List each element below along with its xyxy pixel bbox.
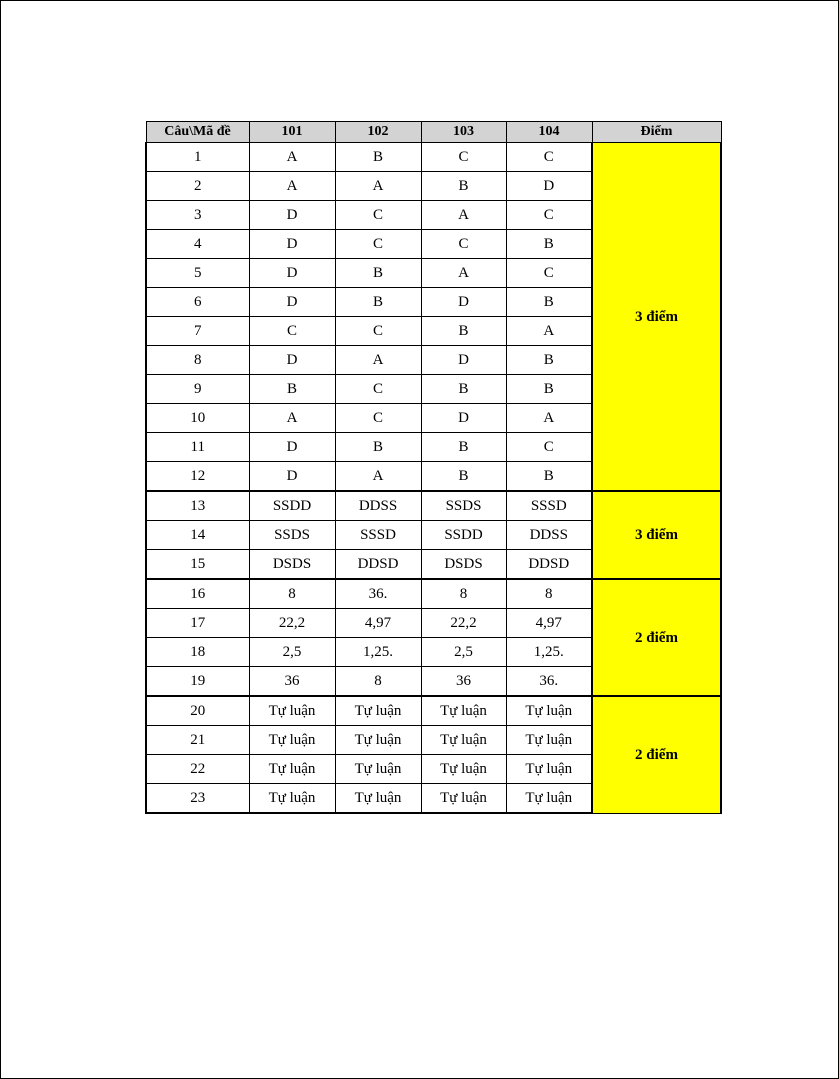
question-number-cell: 6: [146, 288, 249, 317]
answer-cell: C: [506, 143, 592, 172]
answer-cell: DDSS: [335, 491, 421, 521]
answer-cell: SSSD: [506, 491, 592, 521]
question-number-cell: 23: [146, 784, 249, 814]
answer-cell: 8: [335, 667, 421, 697]
answer-cell: C: [506, 259, 592, 288]
table-body: [146, 143, 721, 814]
answer-cell: Tự luận: [249, 696, 335, 726]
question-number-cell: 17: [146, 609, 249, 638]
answer-cell: 36.: [335, 579, 421, 609]
table-row: [146, 696, 721, 726]
answer-cell: D: [421, 346, 506, 375]
score-cell: 3 điểm: [592, 491, 721, 579]
answer-cell: D: [421, 404, 506, 433]
answer-cell: D: [249, 288, 335, 317]
answer-cell: B: [421, 375, 506, 404]
question-number-cell: 7: [146, 317, 249, 346]
answer-cell: D: [421, 288, 506, 317]
answer-cell: 22,2: [249, 609, 335, 638]
answer-cell: Tự luận: [421, 726, 506, 755]
answer-cell: B: [506, 375, 592, 404]
answer-cell: C: [421, 143, 506, 172]
table-row: [146, 491, 721, 521]
header-question-code: Câu\Mã đề: [146, 122, 249, 143]
answer-cell: B: [421, 172, 506, 201]
answer-cell: A: [335, 462, 421, 492]
score-cell: 2 điểm: [592, 696, 721, 813]
table-row: [146, 579, 721, 609]
answer-cell: Tự luận: [506, 696, 592, 726]
answer-cell: Tự luận: [249, 726, 335, 755]
answer-cell: Tự luận: [335, 726, 421, 755]
answer-cell: D: [249, 230, 335, 259]
answer-key-table: [145, 121, 722, 814]
answer-cell: DSDS: [249, 550, 335, 580]
answer-cell: B: [506, 230, 592, 259]
answer-cell: C: [506, 433, 592, 462]
table-header: [146, 122, 721, 143]
question-number-cell: 15: [146, 550, 249, 580]
answer-cell: A: [506, 404, 592, 433]
header-code-101: 101: [249, 122, 335, 143]
answer-cell: B: [335, 143, 421, 172]
answer-cell: B: [421, 433, 506, 462]
answer-cell: DDSD: [335, 550, 421, 580]
answer-cell: C: [335, 201, 421, 230]
answer-cell: C: [335, 317, 421, 346]
question-number-cell: 1: [146, 143, 249, 172]
answer-cell: A: [249, 143, 335, 172]
answer-cell: SSDS: [421, 491, 506, 521]
answer-cell: 8: [506, 579, 592, 609]
question-number-cell: 10: [146, 404, 249, 433]
answer-cell: D: [249, 433, 335, 462]
answer-cell: Tự luận: [421, 755, 506, 784]
answer-cell: C: [506, 201, 592, 230]
question-number-cell: 18: [146, 638, 249, 667]
answer-cell: C: [335, 375, 421, 404]
answer-cell: Tự luận: [506, 726, 592, 755]
answer-cell: 2,5: [421, 638, 506, 667]
answer-cell: A: [506, 317, 592, 346]
answer-cell: SSDS: [249, 521, 335, 550]
question-number-cell: 4: [146, 230, 249, 259]
answer-cell: Tự luận: [249, 784, 335, 814]
answer-cell: D: [506, 172, 592, 201]
question-number-cell: 12: [146, 462, 249, 492]
answer-cell: B: [506, 346, 592, 375]
answer-cell: Tự luận: [335, 784, 421, 814]
answer-cell: 22,2: [421, 609, 506, 638]
answer-cell: D: [249, 346, 335, 375]
header-row: [146, 122, 721, 143]
question-number-cell: 11: [146, 433, 249, 462]
answer-cell: B: [506, 462, 592, 492]
question-number-cell: 13: [146, 491, 249, 521]
table-row: [146, 143, 721, 172]
answer-cell: 2,5: [249, 638, 335, 667]
answer-cell: B: [249, 375, 335, 404]
answer-cell: A: [249, 404, 335, 433]
answer-cell: B: [335, 288, 421, 317]
answer-cell: 36: [249, 667, 335, 697]
answer-cell: C: [421, 230, 506, 259]
question-number-cell: 14: [146, 521, 249, 550]
answer-cell: D: [249, 201, 335, 230]
question-number-cell: 21: [146, 726, 249, 755]
answer-cell: SSDD: [249, 491, 335, 521]
header-code-102: 102: [335, 122, 421, 143]
answer-cell: 8: [249, 579, 335, 609]
question-number-cell: 19: [146, 667, 249, 697]
score-cell: 3 điểm: [592, 143, 721, 492]
answer-cell: 4,97: [335, 609, 421, 638]
answer-cell: A: [421, 259, 506, 288]
answer-cell: Tự luận: [421, 784, 506, 814]
score-cell: 2 điểm: [592, 579, 721, 696]
answer-cell: Tự luận: [506, 784, 592, 814]
answer-cell: 1,25.: [335, 638, 421, 667]
answer-cell: SSDD: [421, 521, 506, 550]
answer-cell: DDSS: [506, 521, 592, 550]
question-number-cell: 22: [146, 755, 249, 784]
question-number-cell: 2: [146, 172, 249, 201]
answer-cell: C: [249, 317, 335, 346]
answer-cell: Tự luận: [335, 755, 421, 784]
answer-cell: C: [335, 404, 421, 433]
answer-cell: DDSD: [506, 550, 592, 580]
answer-cell: Tự luận: [421, 696, 506, 726]
answer-cell: B: [421, 462, 506, 492]
answer-cell: Tự luận: [249, 755, 335, 784]
answer-cell: D: [249, 462, 335, 492]
answer-cell: 4,97: [506, 609, 592, 638]
answer-cell: B: [506, 288, 592, 317]
answer-cell: 8: [421, 579, 506, 609]
answer-cell: B: [421, 317, 506, 346]
answer-cell: A: [335, 172, 421, 201]
answer-cell: SSSD: [335, 521, 421, 550]
header-code-104: 104: [506, 122, 592, 143]
answer-cell: A: [249, 172, 335, 201]
answer-cell: 1,25.: [506, 638, 592, 667]
question-number-cell: 5: [146, 259, 249, 288]
answer-cell: Tự luận: [335, 696, 421, 726]
answer-cell: Tự luận: [506, 755, 592, 784]
answer-cell: A: [335, 346, 421, 375]
question-number-cell: 16: [146, 579, 249, 609]
header-score: Điểm: [592, 122, 721, 143]
answer-cell: A: [421, 201, 506, 230]
question-number-cell: 9: [146, 375, 249, 404]
answer-cell: 36.: [506, 667, 592, 697]
answer-cell: C: [335, 230, 421, 259]
answer-cell: 36: [421, 667, 506, 697]
answer-cell: DSDS: [421, 550, 506, 580]
question-number-cell: 20: [146, 696, 249, 726]
header-code-103: 103: [421, 122, 506, 143]
answer-cell: B: [335, 433, 421, 462]
answer-cell: B: [335, 259, 421, 288]
question-number-cell: 8: [146, 346, 249, 375]
question-number-cell: 3: [146, 201, 249, 230]
answer-cell: D: [249, 259, 335, 288]
